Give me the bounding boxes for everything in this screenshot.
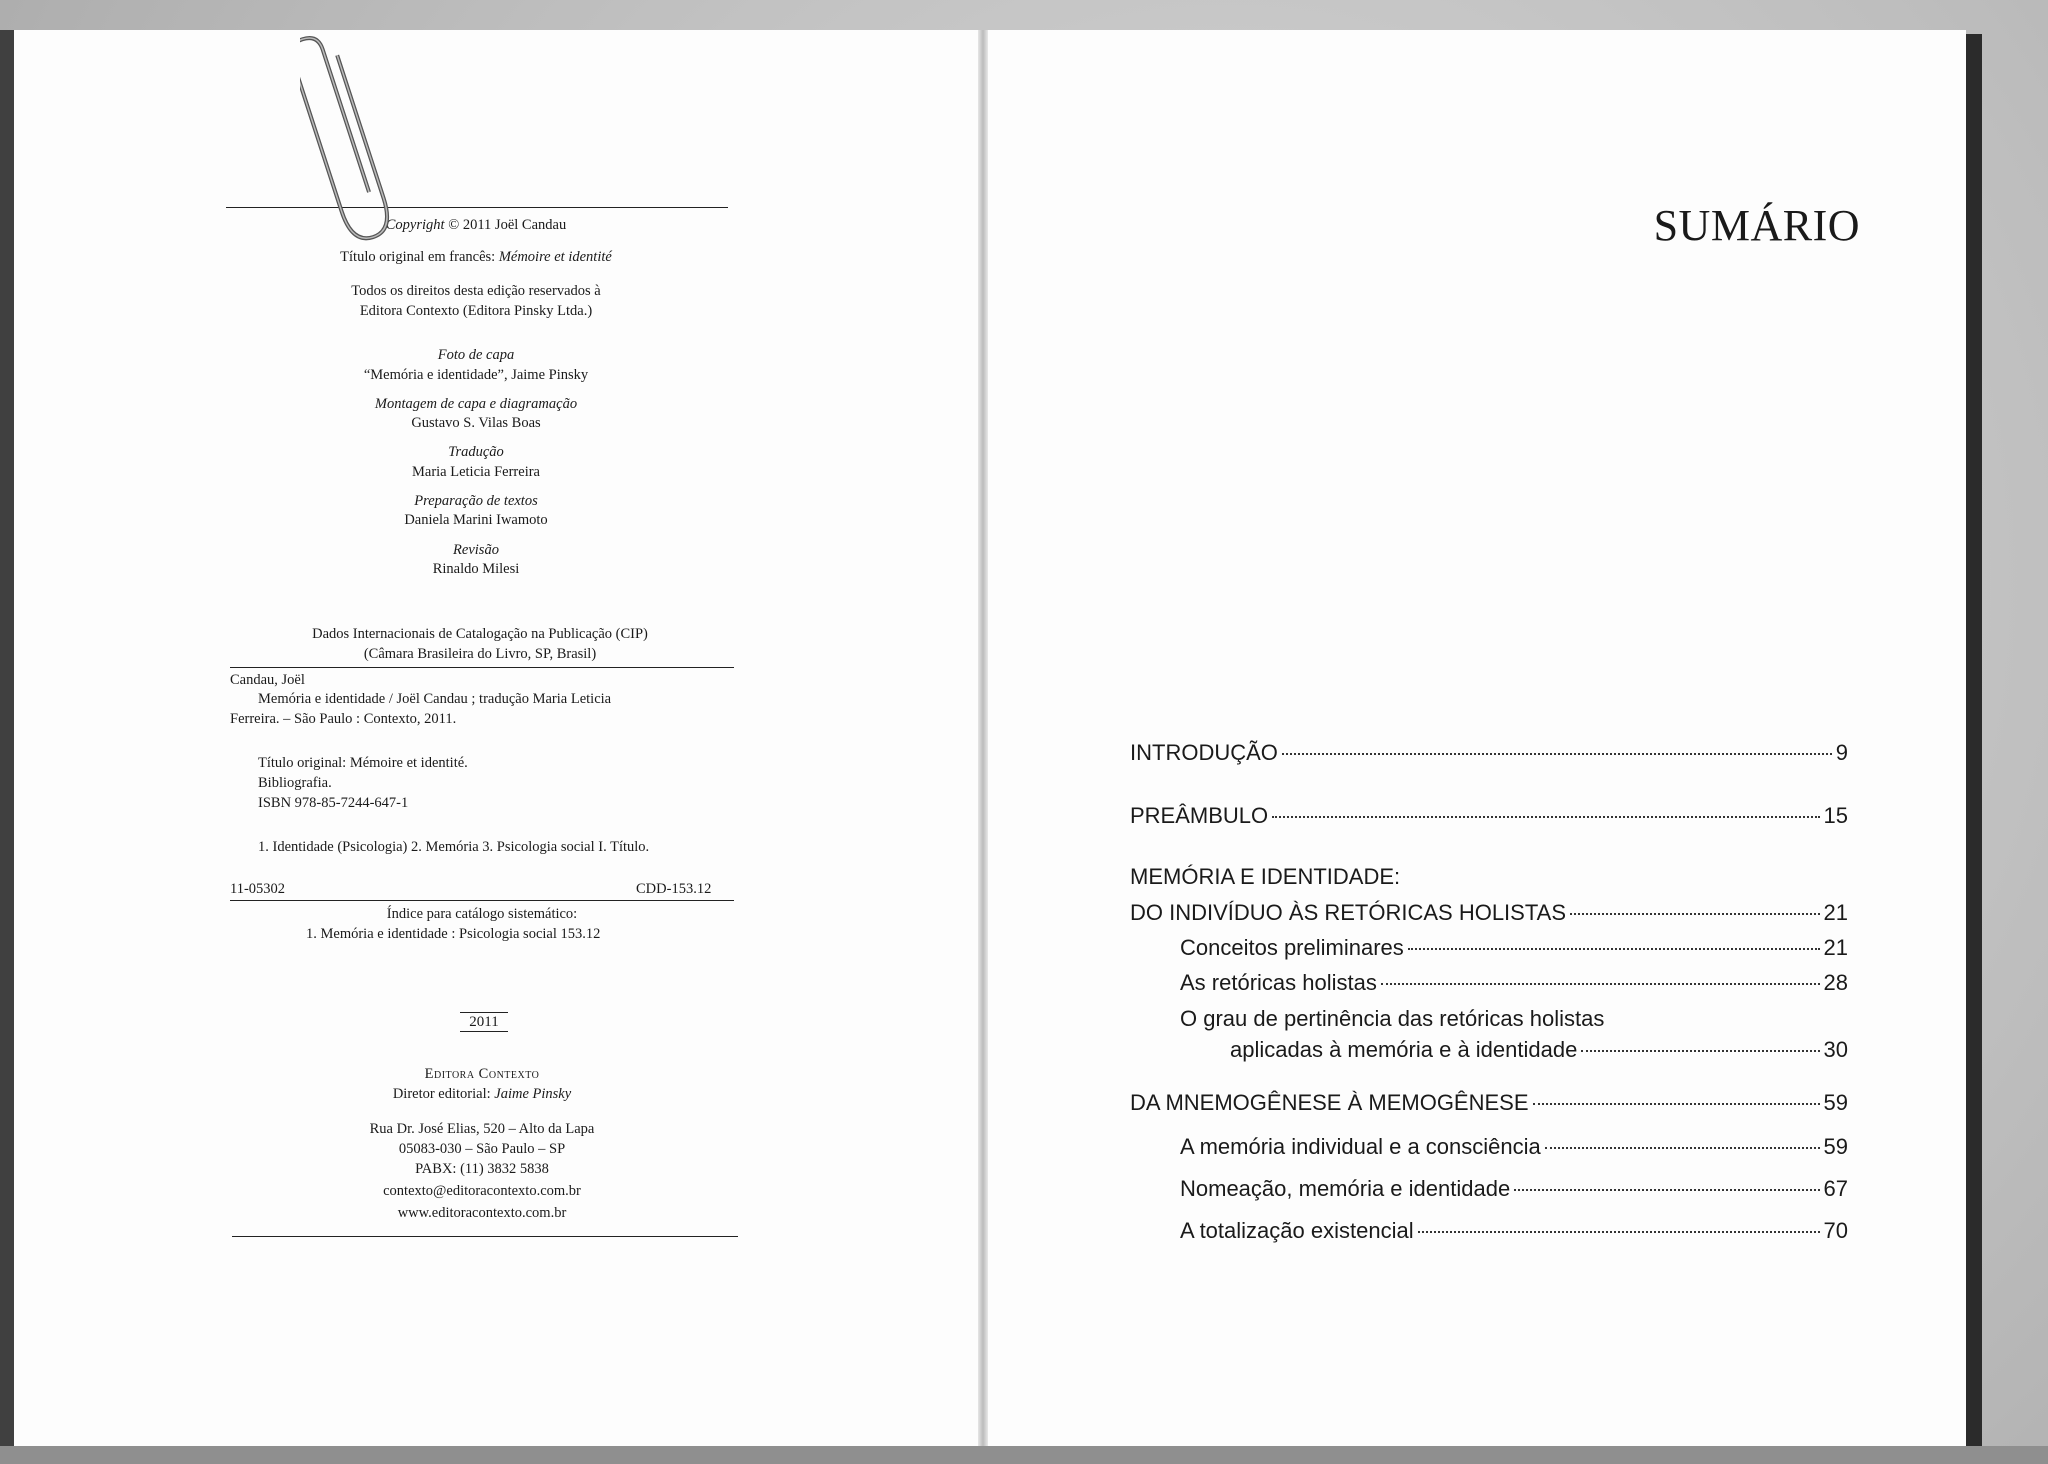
- phone-line: PABX: (11) 3832 5838: [415, 1161, 549, 1177]
- address-line-2: 05083-030 – São Paulo – SP: [398, 1141, 566, 1157]
- toc-leader: [1514, 1189, 1819, 1191]
- cip-header-1: Dados Internacionais de Catalogação na Publicação (CIP): [312, 626, 648, 642]
- toc-entry-page: 15: [1823, 803, 1848, 828]
- credit-role: Revisão: [453, 542, 499, 558]
- copyright-prefix: Copyright: [385, 217, 445, 233]
- toc-leader: [1381, 983, 1820, 985]
- toc-entry-title: aplicadas à memória e à identidade: [1230, 1037, 1578, 1062]
- toc-leader: [1408, 948, 1820, 950]
- publisher-name: Editora Contexto: [424, 1066, 540, 1082]
- toc-entry-page: 21: [1823, 900, 1848, 925]
- cdd-rule: [230, 900, 734, 901]
- index-title: Índice para catálogo sistemático:: [386, 906, 578, 922]
- toc-leader: [1418, 1231, 1820, 1233]
- director-name: Jaime Pinsky: [494, 1086, 572, 1102]
- toc-entry-title: As retóricas holistas: [1180, 970, 1377, 995]
- cip-header-2: (Câmara Brasileira do Livro, SP, Brasil): [363, 646, 597, 662]
- toc-entry-page: 21: [1823, 935, 1848, 960]
- credit-role: Preparação de textos: [414, 493, 538, 509]
- cip-line: Memória e identidade / Joël Candau ; tradução Maria Leticia: [258, 691, 612, 707]
- cip-line: Bibliografia.: [258, 775, 332, 791]
- credit-name: Gustavo S. Vilas Boas: [411, 415, 541, 431]
- toc-entry-title-line1: MEMÓRIA E IDENTIDADE:: [1130, 864, 1401, 889]
- toc-entry: [1130, 803, 1848, 829]
- book-spine: [978, 30, 988, 1452]
- toc-entry-title-line1: O grau de pertinência das retóricas holistas: [1180, 1006, 1605, 1031]
- toc-entry: [1130, 740, 1848, 766]
- scan-bottom-strip: [0, 1446, 2048, 1464]
- toc-subentry: [1180, 1134, 1848, 1160]
- cip-line: Ferreira. – São Paulo : Contexto, 2011.: [230, 711, 457, 727]
- bottom-rule: [232, 1236, 738, 1237]
- credit-name: Daniela Marini Iwamoto: [404, 512, 548, 528]
- toc-entry-title: DO INDIVÍDUO ÀS RETÓRICAS HOLISTAS: [1130, 900, 1566, 925]
- toc-entry-title: A memória individual e a consciência: [1180, 1134, 1541, 1159]
- cip-rule: [230, 667, 734, 668]
- left-page: [14, 30, 980, 1452]
- toc-entry-page: 67: [1823, 1176, 1848, 1201]
- director-line: [282, 1085, 682, 1103]
- cip-author: Candau, Joël: [230, 672, 305, 688]
- toc-entry-page: 28: [1823, 970, 1848, 995]
- toc-leader: [1570, 913, 1820, 915]
- paperclip-image: [300, 22, 430, 252]
- cdd-number: CDD-153.12: [636, 881, 712, 897]
- toc-leader: [1581, 1050, 1819, 1052]
- toc-subentry: [1180, 970, 1848, 996]
- toc-entry: [1130, 900, 1848, 926]
- toc-leader: [1533, 1103, 1820, 1105]
- toc-entry-title: DA MNEMOGÊNESE À MEMOGÊNESE: [1130, 1090, 1529, 1115]
- cip-line: Título original: Mémoire et identité.: [258, 755, 468, 771]
- toc-entry-title: PREÂMBULO: [1130, 803, 1269, 828]
- toc-entry: [1130, 1090, 1848, 1116]
- toc-entry-page: 59: [1823, 1090, 1848, 1115]
- rights-line-1: Todos os direitos desta edição reservados à: [351, 283, 601, 299]
- toc-leader: [1272, 816, 1819, 818]
- toc-entry-title: A totalização existencial: [1180, 1218, 1414, 1243]
- toc-subentry: [1180, 1176, 1848, 1202]
- credit-name: Maria Leticia Ferreira: [411, 464, 540, 480]
- cip-subjects: 1. Identidade (Psicologia) 2. Memória 3. Psicologia social I. Título.: [258, 839, 650, 855]
- toc-entry-title: Nomeação, memória e identidade: [1180, 1176, 1511, 1201]
- toc-subentry: [1230, 1037, 1848, 1063]
- book-cover-edge: [1966, 34, 1982, 1450]
- toc-entry-page: 70: [1823, 1218, 1848, 1243]
- credit-name: “Memória e identidade”, Jaime Pinsky: [363, 367, 589, 383]
- toc-entry-title: INTRODUÇÃO: [1130, 740, 1278, 765]
- email-line: contexto@editoracontexto.com.br: [383, 1183, 581, 1199]
- original-title-label: Título original em francês:: [340, 249, 499, 265]
- rights-line-2: Editora Contexto (Editora Pinsky Ltda.): [359, 303, 593, 319]
- website-line: www.editoracontexto.com.br: [397, 1205, 567, 1221]
- address-line-1: Rua Dr. José Elias, 520 – Alto da Lapa: [369, 1121, 595, 1137]
- cip-isbn: ISBN 978-85-7244-647-1: [258, 795, 409, 811]
- toc-entry-page: 59: [1823, 1134, 1848, 1159]
- toc-leader: [1282, 753, 1832, 755]
- director-label: Diretor editorial:: [392, 1086, 495, 1102]
- credit-name: Rinaldo Milesi: [432, 561, 520, 577]
- toc-entry-page: 30: [1823, 1037, 1848, 1062]
- edition-year: 2011: [460, 1012, 508, 1032]
- toc-subentry: [1180, 935, 1848, 961]
- index-entry: 1. Memória e identidade : Psicologia social 153.12: [306, 926, 601, 942]
- book-left-edge: [0, 30, 14, 1452]
- toc-subentry: [1180, 1218, 1848, 1244]
- toc-leader: [1545, 1147, 1820, 1149]
- credit-role: Foto de capa: [437, 347, 515, 363]
- toc-entry-page: 9: [1835, 740, 1848, 765]
- original-title: Mémoire et identité: [498, 249, 612, 265]
- toc-heading: SUMÁRIO: [1653, 201, 1860, 250]
- copyright-text: © 2011 Joël Candau: [448, 217, 567, 233]
- cip-number: 11-05302: [230, 881, 286, 897]
- credit-role: Montagem de capa e diagramação: [374, 396, 578, 412]
- credit-role: Tradução: [448, 444, 504, 460]
- toc-entry-title: Conceitos preliminares: [1180, 935, 1404, 960]
